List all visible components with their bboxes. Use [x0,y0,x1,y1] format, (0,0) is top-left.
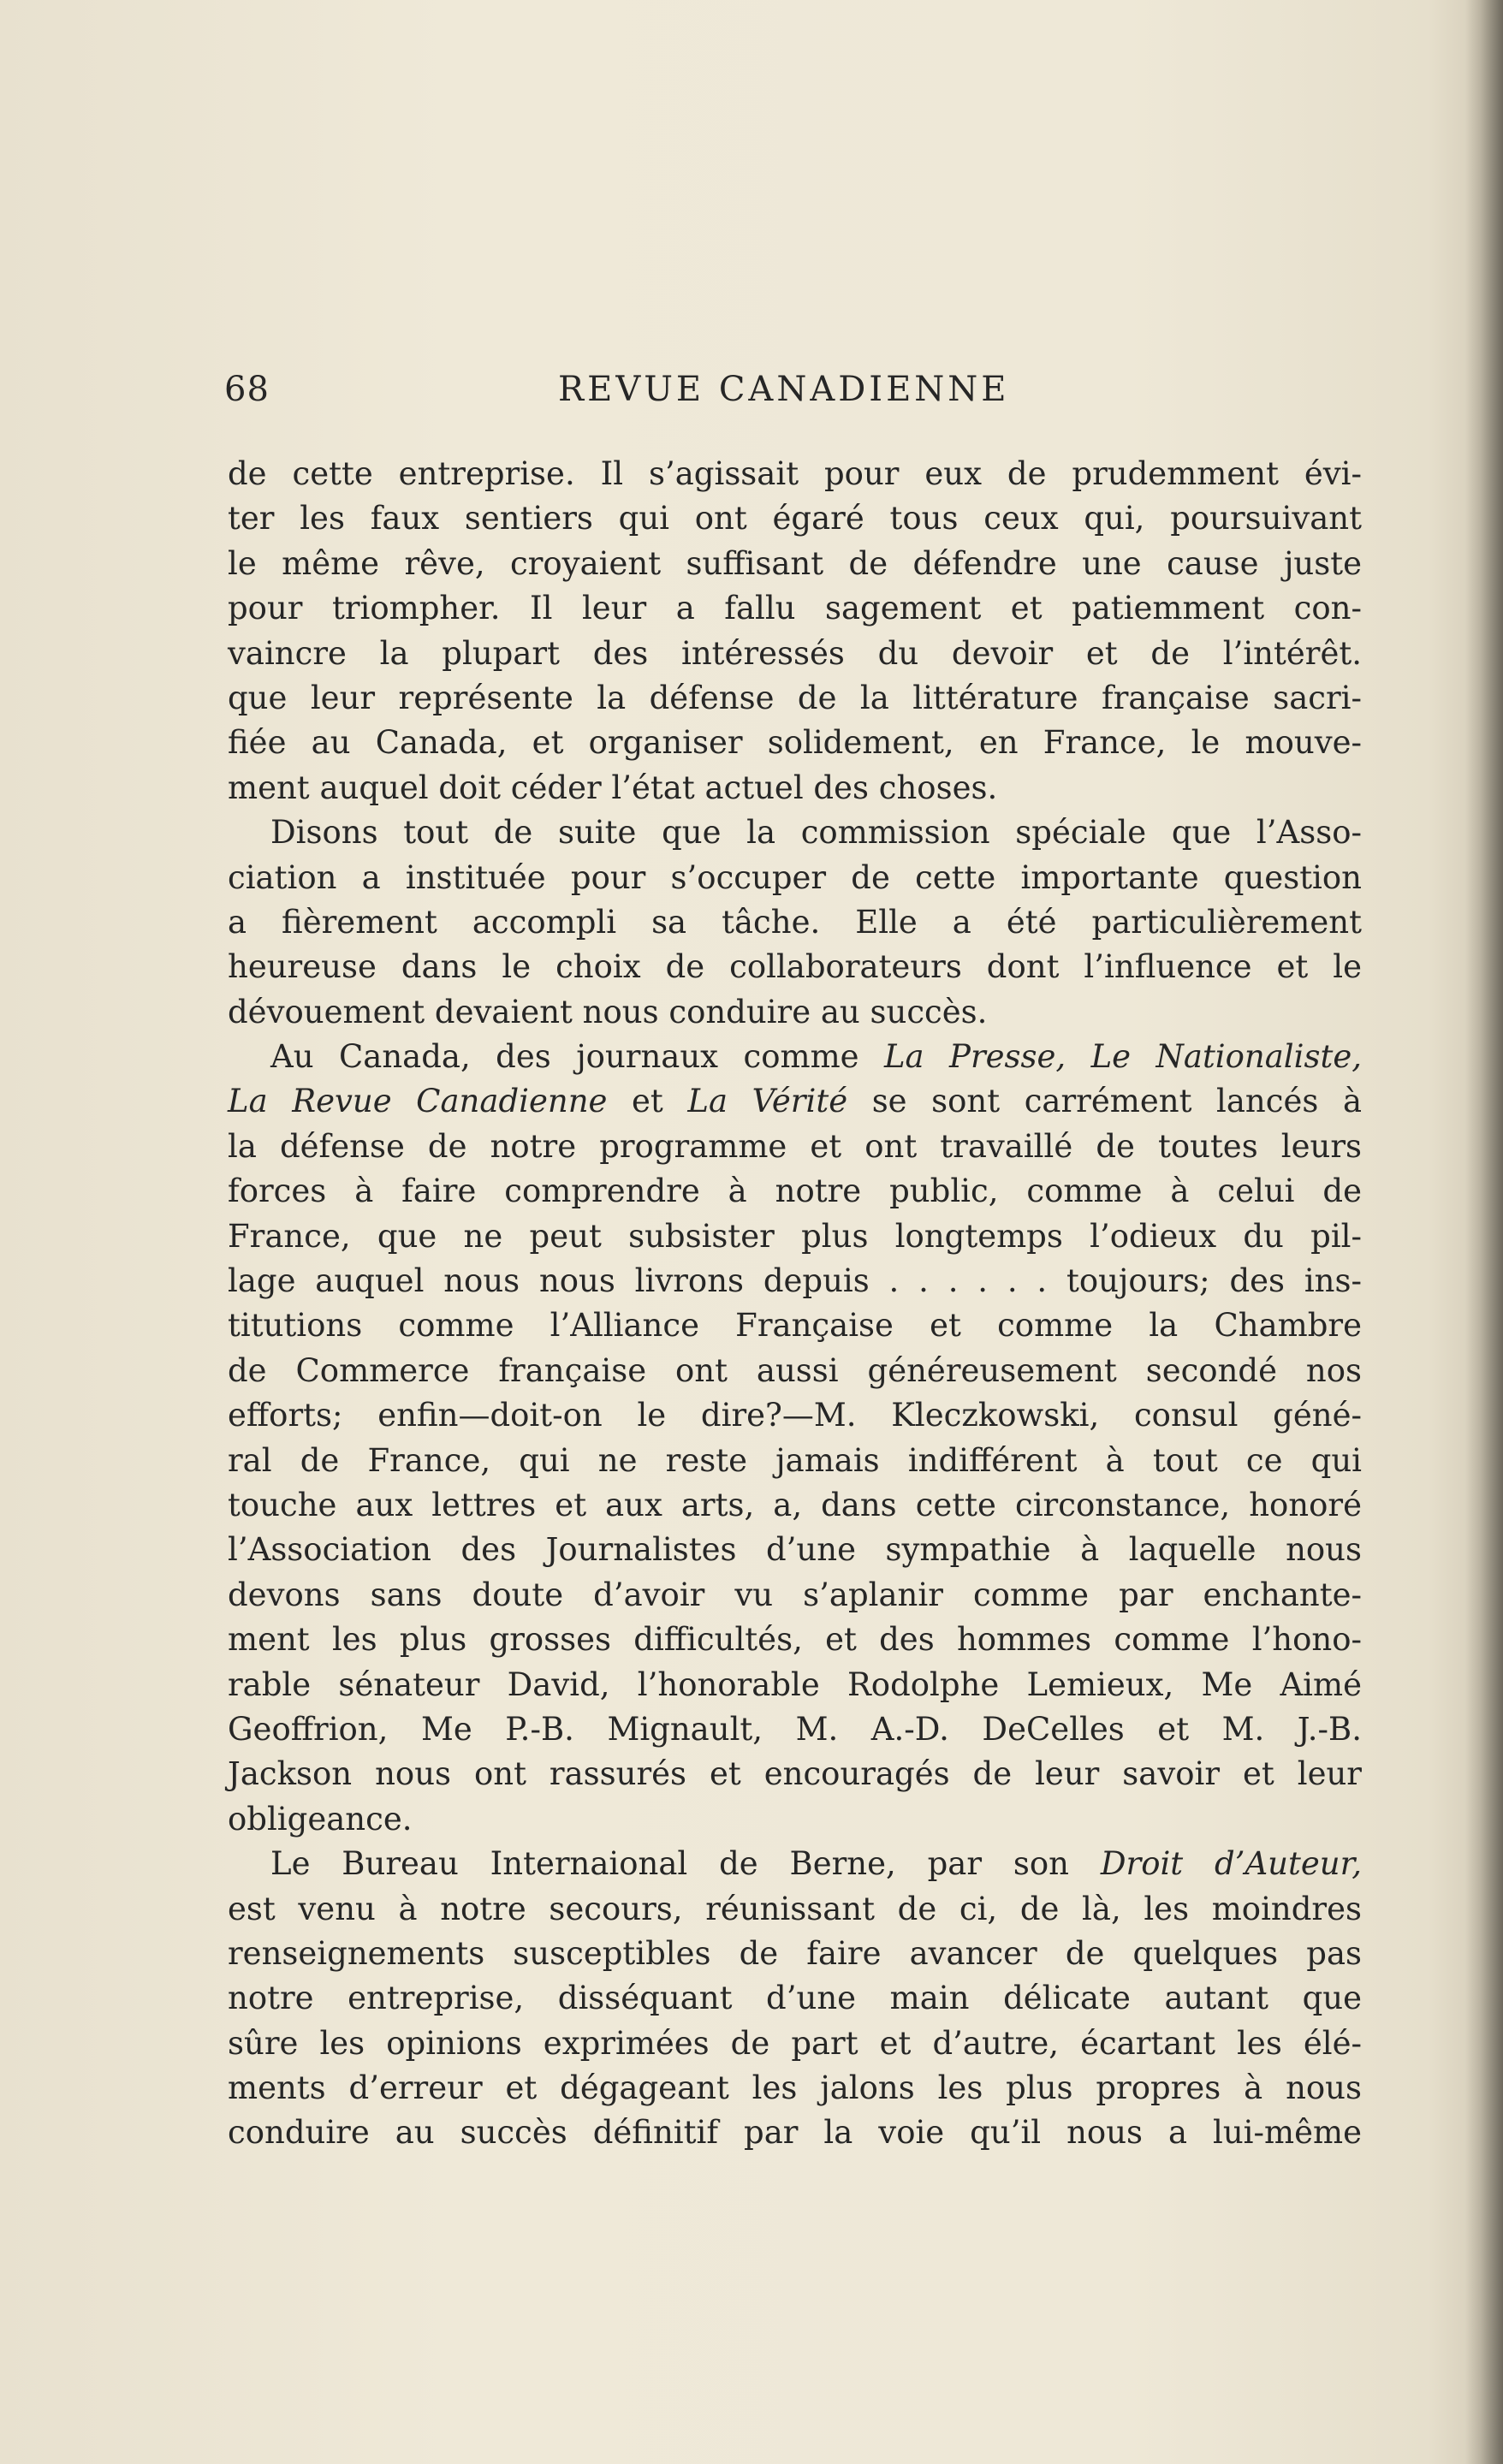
text-line: renseignements susceptibles de faire avancer de quelques pas [228,1934,1362,1972]
text-line: notre entreprise, disséquant d’une main délicate autant que [228,1980,1362,2017]
text-line: ments d’erreur et dégageant les jalons les plus propres à nous [228,2069,1362,2107]
text-line: ter les faux sentiers qui ont égaré tous ceux qui, poursuivant [228,500,1362,537]
text-line: de Commerce française ont aussi généreusement secondé nos [228,1351,1362,1389]
text-line: Disons tout de suite que la commission spéciale que l’Asso- [270,814,1362,852]
text-line: Au Canada, des journaux comme La Presse, Le Nationaliste, [270,1038,1362,1076]
text-line: rable sénateur David, l’honorable Rodolphe Lemieux, Me Aimé [228,1665,1362,1703]
text-line: ral de France, qui ne reste jamais indifférent à tout ce qui [228,1441,1362,1479]
page-number: 68 [224,370,270,409]
text-line: conduire au succès définitif par la voie qu’il nous a lui-même [228,2114,1362,2152]
text-line: ment auquel doit céder l’état actuel des choses. [228,769,998,806]
text-line: efforts; enfin—doit-on le dire?—M. Kleczkowski, consul géné- [228,1397,1362,1434]
text-line: la défense de notre programme et ont travaillé de toutes leurs [228,1127,1362,1165]
text-line: est venu à notre secours, réunissant de ci, de là, les moindres [228,1890,1362,1927]
text-line: heureuse dans le choix de collaborateurs dont l’influence et le [228,948,1362,986]
text-line: ciation a instituée pour s’occuper de cette importante question [228,858,1362,896]
text-line: pour triompher. Il leur a fallu sagement et patiemment con- [228,590,1362,627]
text-line: sûre les opinions exprimées de part et d’autre, écartant les élé- [228,2024,1362,2062]
text-line: fiée au Canada, et organiser solidement, en France, le mouve- [228,724,1362,762]
text-line: lage auquel nous nous livrons depuis . . . . . . toujours; des ins- [228,1262,1362,1300]
text-line: forces à faire comprendre à notre public, comme à celui de [228,1173,1362,1210]
text-line: de cette entreprise. Il s’agissait pour eux de prudemment évi- [228,455,1362,492]
text-line: vaincre la plupart des intéressés du devoir et de l’intérêt. [228,634,1362,672]
text-line: ment les plus grosses difficultés, et des hommes comme l’hono- [228,1621,1362,1659]
text-line: Geoffrion, Me P.-B. Mignault, M. A.-D. DeCelles et M. J.-B. [228,1710,1362,1748]
text-line: Le Bureau Internaional de Berne, par son Droit d’Auteur, [270,1845,1362,1883]
text-line: Jackson nous ont rassurés et encouragés de leur savoir et leur [228,1755,1362,1793]
text-line: a fièrement accompli sa tâche. Elle a été particulièrement [228,903,1362,941]
running-header [224,370,1358,413]
text-line: touche aux lettres et aux arts, a, dans cette circonstance, honoré [228,1486,1362,1523]
text-line: dévouement devaient nous conduire au succès. [228,993,988,1030]
text-line: obligeance. [228,1800,413,1838]
text-line: l’Association des Journalistes d’une sympathie à laquelle nous [228,1531,1362,1569]
text-line: que leur représente la défense de la littérature française sacri- [228,679,1362,716]
text-line: France, que ne peut subsister plus longtemps l’odieux du pil- [228,1217,1362,1255]
body-text [228,452,1362,2156]
running-title: REVUE CANADIENNE [558,370,1010,409]
page-edge-shadow [1465,0,1503,2464]
text-line: le même rêve, croyaient suffisant de défendre une cause juste [228,544,1362,582]
text-line: devons sans doute d’avoir vu s’aplanir comme par enchante- [228,1576,1362,1613]
text-line: titutions comme l’Alliance Française et comme la Chambre [228,1307,1362,1345]
text-line: La Revue Canadienne et La Vérité se sont carrément lancés à [228,1083,1363,1120]
